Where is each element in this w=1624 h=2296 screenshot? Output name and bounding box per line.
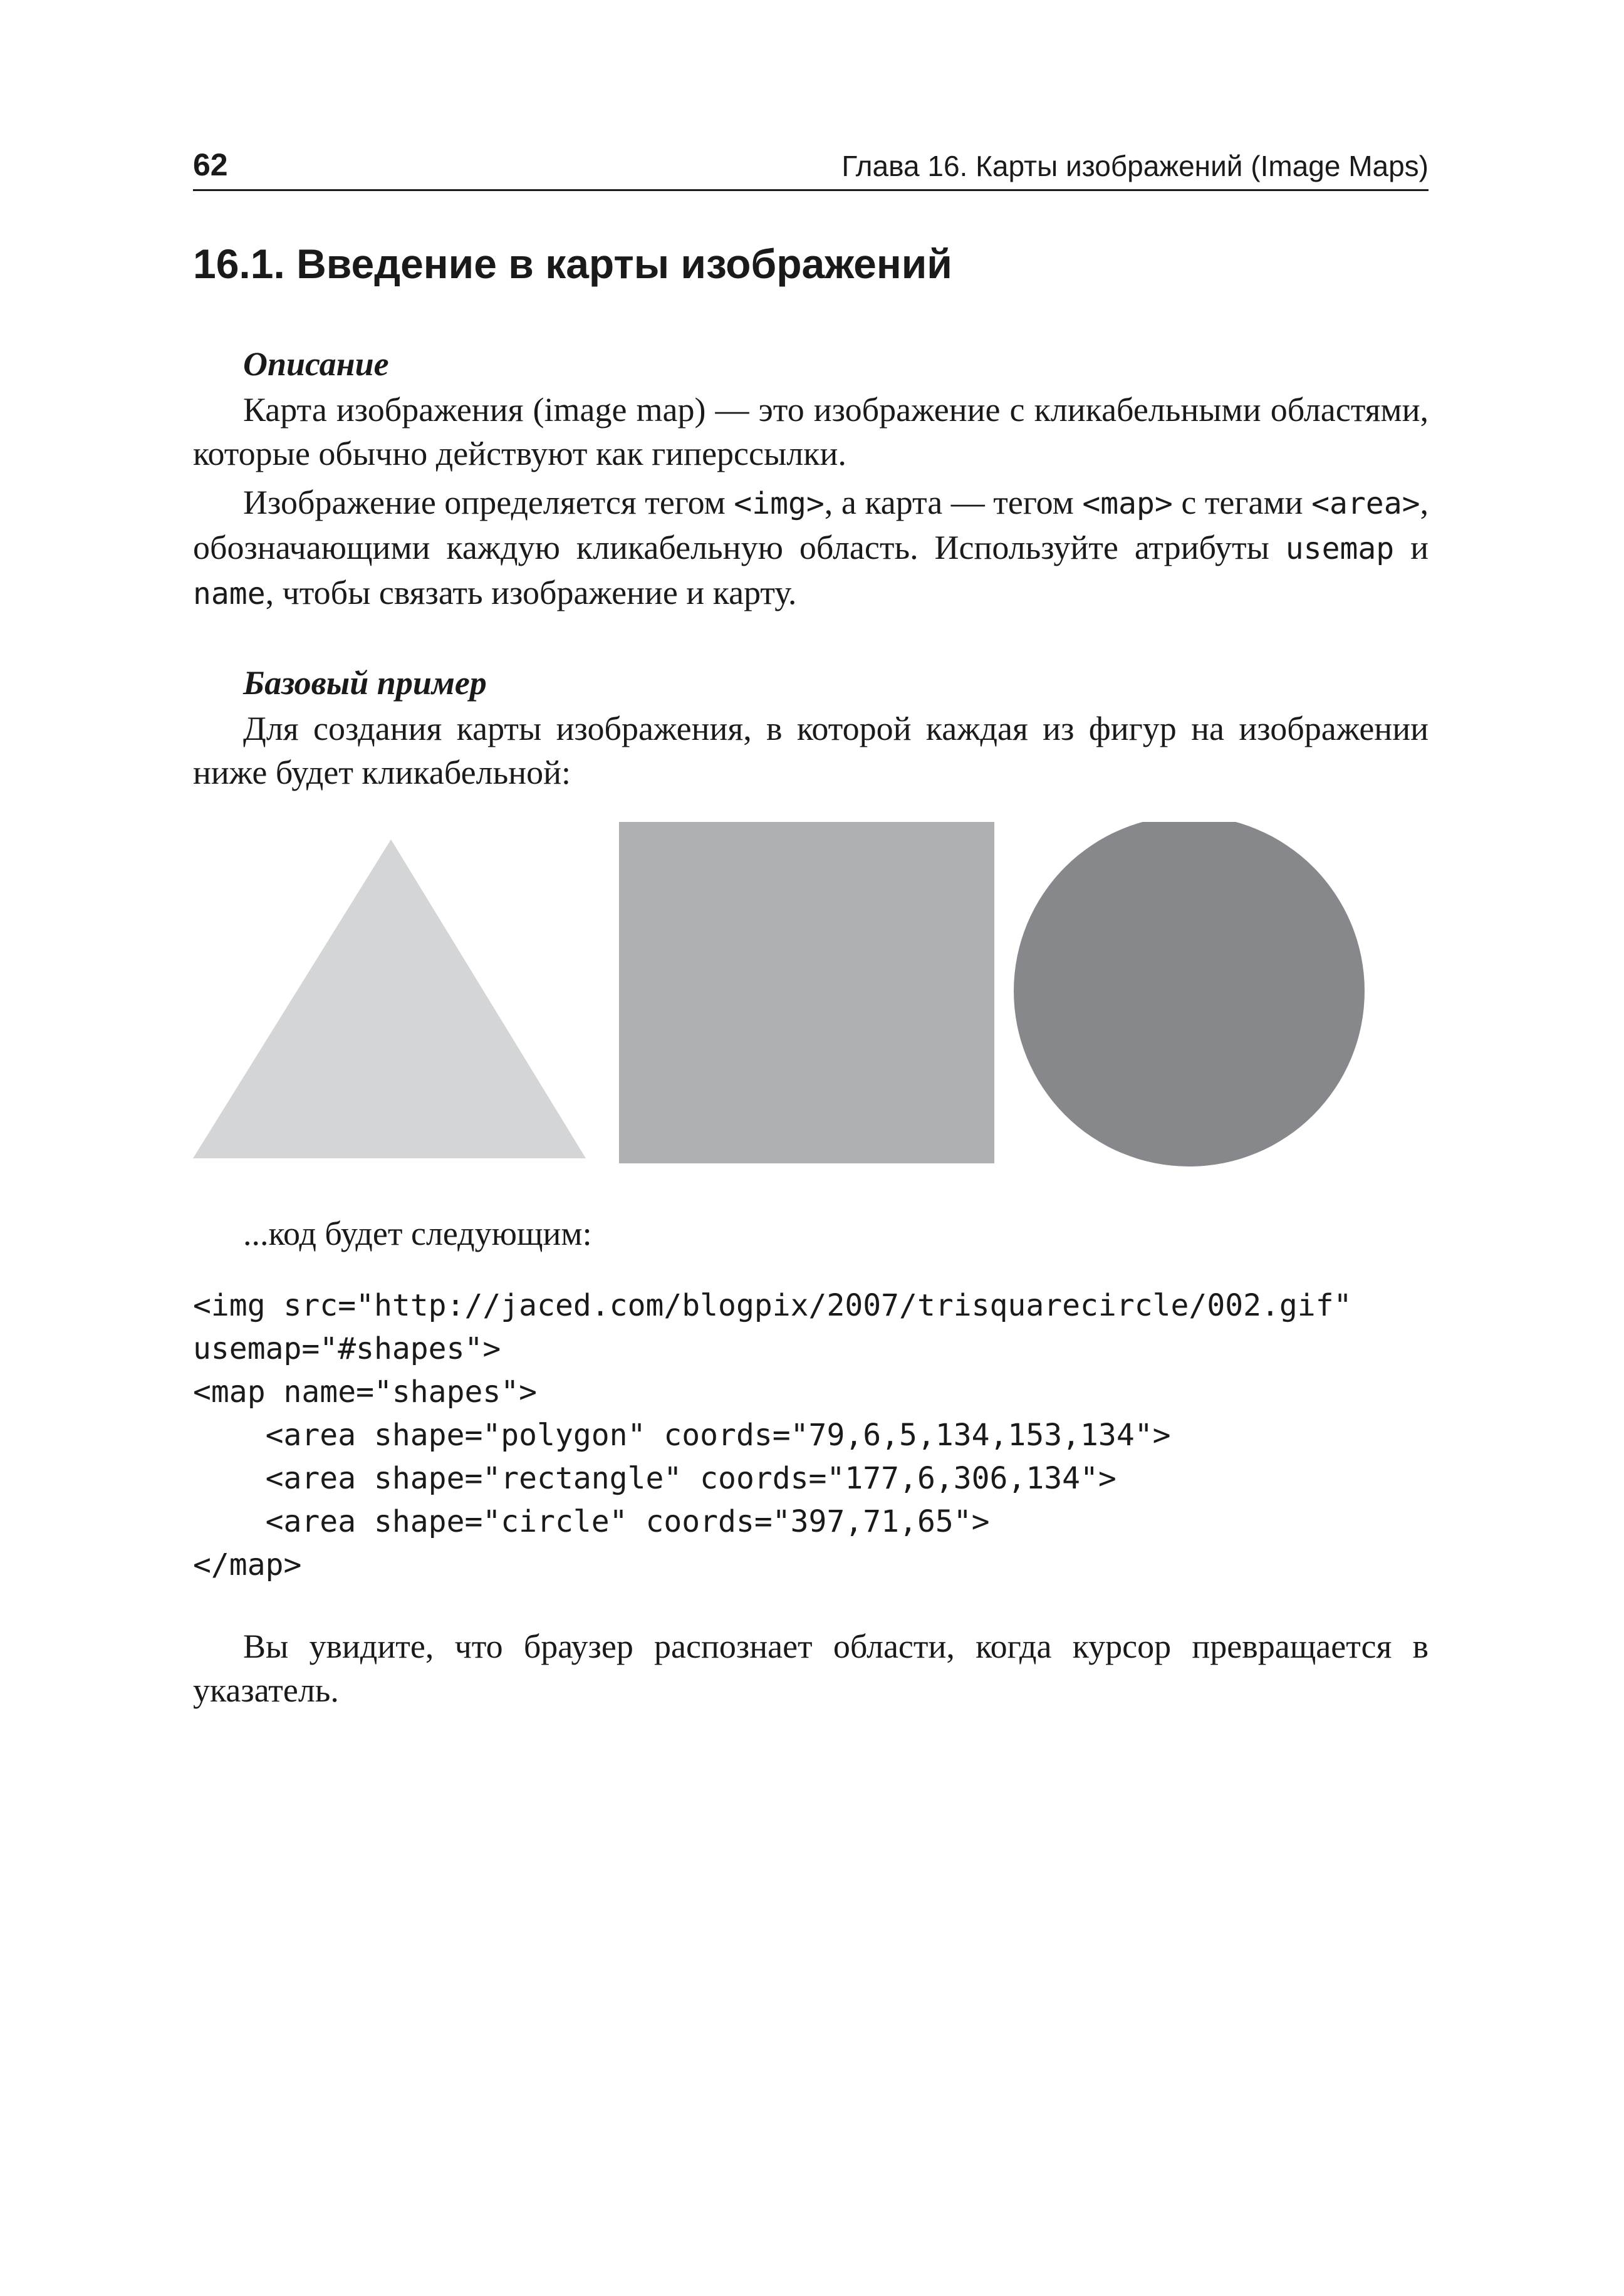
description-paragraph-1: Карта изображения (image map) — это изображение с кликабельными областями, которые обычно действуют как гиперссылки.: [193, 390, 1429, 472]
code-line: <map name="shapes">: [193, 1374, 538, 1410]
p2-text-2: , а карта — тегом: [824, 483, 1083, 521]
code-usemap-attr: usemap: [1285, 531, 1395, 566]
triangle-shape: [193, 839, 586, 1158]
p2-text-6: , чтобы связать изображение и карту.: [265, 573, 797, 611]
circle-shape: [1014, 822, 1365, 1166]
code-area-tag: <area>: [1311, 486, 1420, 521]
code-map-tag: <map>: [1082, 486, 1173, 521]
p2-text-3: с тегами: [1172, 483, 1312, 521]
section-title: 16.1. Введение в карты изображений: [193, 241, 952, 287]
code-line: usemap="#shapes">: [193, 1331, 501, 1367]
p2-text-5: и: [1394, 528, 1429, 566]
p2-text-4: , обозначающими каждую кликабельную область. Используйте атрибуты: [193, 483, 1429, 566]
page-number: 62: [193, 147, 228, 182]
chapter-title: Глава 16. Карты изображений (Image Maps): [841, 150, 1429, 182]
basic-example-intro: Для создания карты изображения, в которой каждая из фигур на изображении ниже будет кликабельной:: [193, 710, 1429, 792]
p2-text-1: Изображение определяется тегом: [243, 483, 734, 521]
running-header: [193, 149, 1429, 191]
code-img-tag: <img>: [734, 486, 825, 521]
code-block: [193, 1284, 1429, 1587]
book-page: [193, 149, 1429, 1712]
code-line: <img src="http://jaced.com/blogpix/2007/trisquarecircle/002.gif": [193, 1288, 1352, 1324]
code-line: </map>: [193, 1547, 302, 1583]
shapes-image: [193, 822, 1429, 1173]
code-line: <area shape="polygon" coords="79,6,5,134,153,134">: [193, 1418, 1171, 1453]
square-shape: [619, 822, 994, 1163]
closing-paragraph: Вы увидите, что браузер распознает области, когда курсор превращается в указатель.: [193, 1628, 1429, 1710]
code-line: <area shape="rectangle" coords="177,6,306,134">: [193, 1461, 1116, 1497]
code-lead-in: ...код будет следующим:: [243, 1215, 592, 1253]
description-paragraph-2: [193, 480, 1429, 616]
description-heading: Описание: [243, 345, 389, 383]
code-line: <area shape="circle" coords="397,71,65">: [193, 1504, 990, 1540]
basic-example-heading: Базовый пример: [243, 663, 487, 702]
code-name-attr: name: [193, 576, 266, 611]
